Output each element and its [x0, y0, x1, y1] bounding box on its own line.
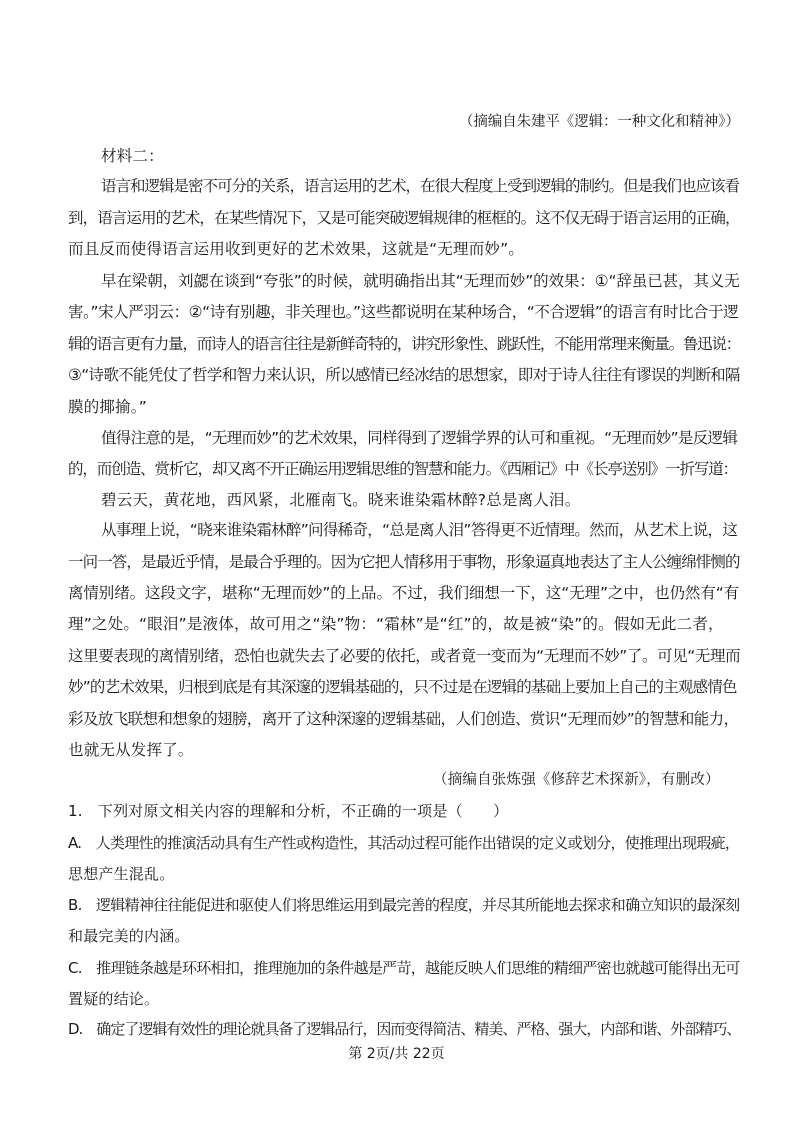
question-1: 1. 下列对原文相关内容的理解和分析，不正确的一项是（ ） [68, 802, 509, 820]
text-line: 也就无从发挥了。 [68, 741, 194, 759]
text-line: 离情别绪。这段文字，堪称“无理而妙”的上品。不过，我们细想一下，这“无理”之中，也仍然有“有 [68, 584, 740, 602]
text-line: 妙”的艺术效果，归根到底是有其深邃的逻辑基础的，只不过是在逻辑的基础上要加上自己的主观感情色 [68, 678, 737, 696]
option-text: C. 推理链条越是环环相扣，推理施加的条件越是严苛，越能反映人们思维的精细严密也就越可能得出无可 [68, 959, 740, 977]
text-line: 彩及放飞联想和想象的翅膀，离开了这种深邃的逻辑基础，人们创造、赏识“无理而妙”的智慧和能力， [68, 710, 739, 728]
text-line: 语言和逻辑是密不可分的关系，语言运用的艺术，在很大程度上受到逻辑的制约。但是我们也应该看 [101, 177, 740, 195]
option-text: 思想产生混乱。 [68, 865, 175, 883]
text-line: 辑的语言更有力量，而诗人的语言往往是新鲜奇特的，讲究形象性、跳跃性，不能用常理来衡量。鲁迅说： [68, 335, 741, 353]
option-text: A. 人类理性的推演活动具有生产性或构造性，其活动过程可能作出错误的定义或划分，使推理出现瑕疵， [68, 834, 740, 852]
text-line: 膜的揶揄。” [68, 398, 147, 416]
text-line: 早在梁朝，刘勰在谈到“夸张”的时候，就明确指出其“无理而妙”的效果：①“辞虽已甚，其义无 [101, 272, 740, 290]
text-line: 这里要表现的离情别绪，恐怕也就失去了必要的依托，或者竟一变而为“无理而不妙”了。可见“无理而 [68, 647, 741, 665]
text-line: 到，语言运用的艺术，在某些情况下，又是可能突破逻辑规律的框框的。这不仅无碍于语言运用的正确， [68, 209, 740, 227]
text-line: 从事理上说，“晓来谁染霜林醉”问得稀奇，“总是离人泪”答得更不近情理。然而，从艺术上说，这 [101, 521, 738, 539]
option-text: 置疑的结论。 [68, 990, 160, 1008]
text-line: 值得注意的是，“无理而妙”的艺术效果，同样得到了逻辑学界的认可和重视。“无理而妙”是反逻辑 [101, 429, 738, 447]
text-line: ③“诗歌不能凭仗了哲学和智力来认识，所以感情已经冰结的思想家，即对于诗人往往有谬误的判断和隔 [68, 366, 740, 384]
source-citation-2: （摘编自张炼强《修辞艺术探新》，有删改） [433, 772, 720, 788]
text-line: 碧云天，黄花地，西风紧，北雁南飞。晓来谁染霜林醉?总是离人泪。 [101, 491, 581, 509]
option-text: D. 确定了逻辑有效性的理论就具备了逻辑品行，因而变得简洁、精美、严格、强大，内部和谐、外部精巧、 [68, 1020, 741, 1038]
material-2-label: 材料二： [101, 147, 164, 165]
option-text: 和最完美的内涵。 [68, 927, 190, 945]
text-line: 害。”宋人严羽云：②“诗有别趣，非关理也。”这些都说明在某种场合，“不合逻辑”的语言有时比合于逻 [68, 303, 739, 321]
text-line: 一问一答，是最近乎情，是最合乎理的。因为它把人情移用于事物，形象逼真地表达了主人公缠绵悱恻的 [68, 553, 740, 571]
text-line: 而且反而使得语言运用收到更好的艺术效果，这就是“无理而妙”。 [68, 240, 525, 258]
text-line: 的，而创造、赏析它，却又离不开正确运用逻辑思维的智慧和能力。《西厢记》中《长亭送别》一折写道： [68, 460, 738, 478]
text-line: 理”之处。“眼泪”是液体，故可用之“染”物：“霜林”是“红”的，故是被“染”的。假如无此二者， [68, 615, 724, 633]
option-text: B. 逻辑精神往往能促进和驱使人们将思维运用到最完善的程度，并尽其所能地去探求和确立知识的最深刻 [68, 896, 740, 914]
page-footer: 第 2页/共 22页 [348, 1046, 445, 1062]
source-citation-1: （摘编自朱建平《逻辑：一种文化和精神》） [459, 114, 740, 130]
